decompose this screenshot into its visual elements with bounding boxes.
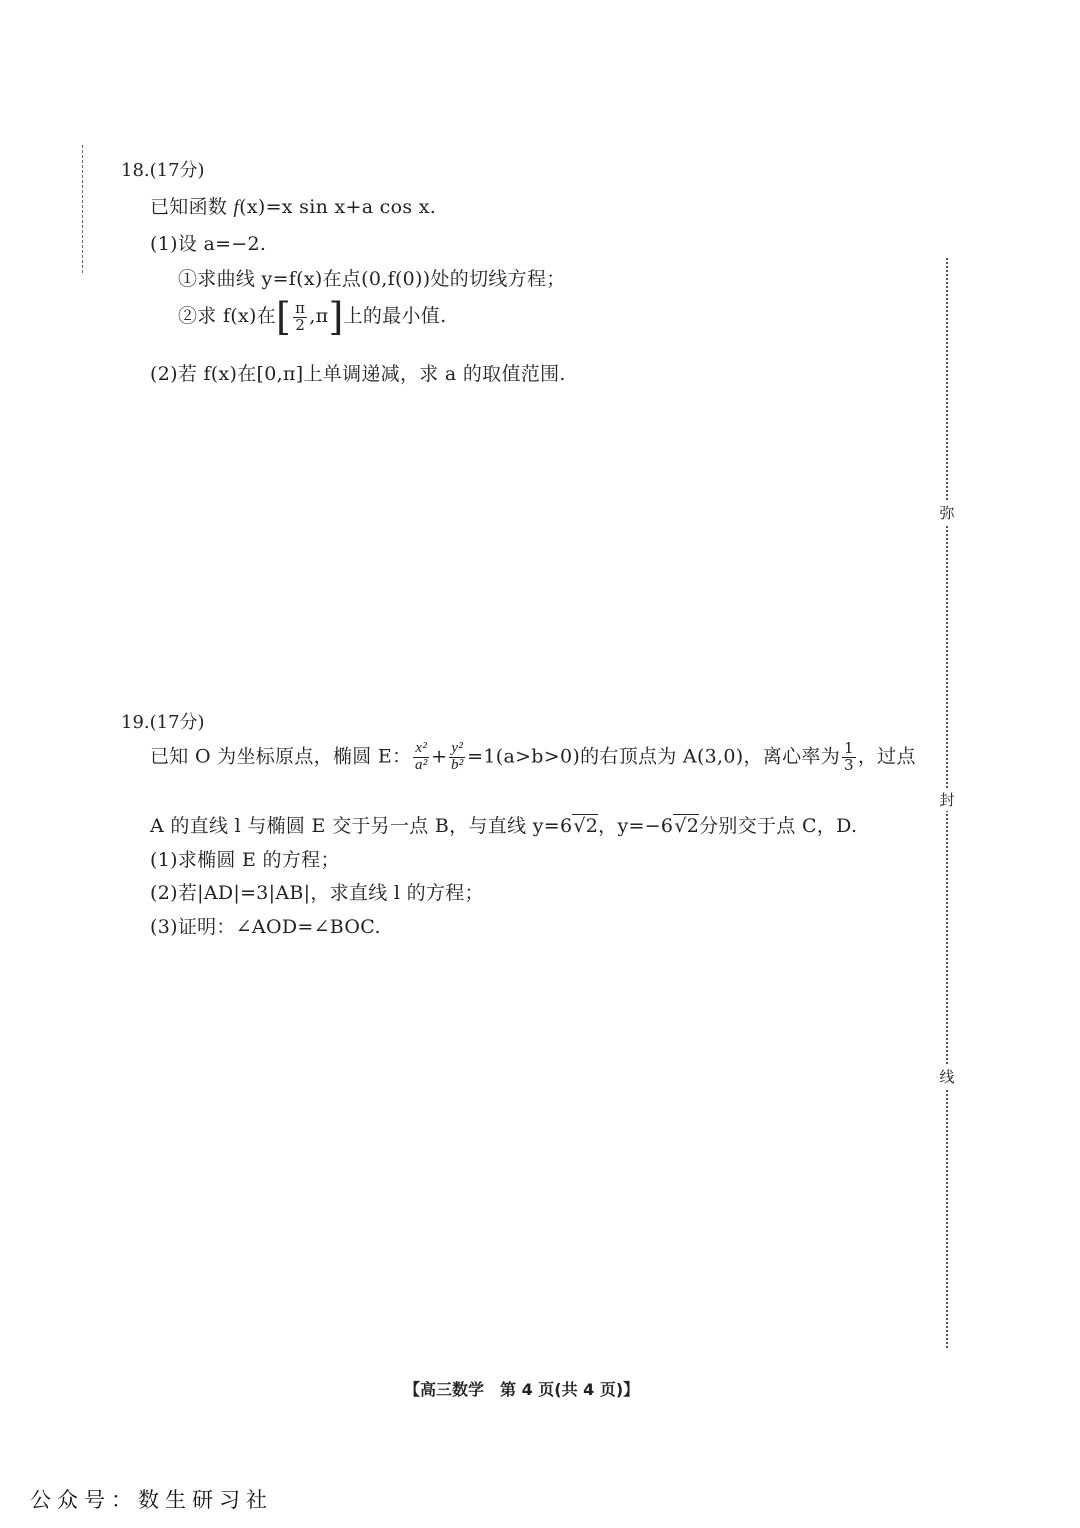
watermark-text: 公众号：数生研习社 bbox=[30, 1488, 273, 1512]
q18-part1-i: ①求曲线 y=f(x)在点(0,f(0))处的切线方程； bbox=[178, 268, 566, 290]
fraction-denominator: a² bbox=[414, 756, 428, 773]
q19-part1: (1)求椭圆 E 的方程； bbox=[150, 849, 340, 871]
fraction-one-third bbox=[842, 741, 856, 774]
q18-stem-eq: (x)=x sin x+a cos x. bbox=[239, 196, 437, 218]
q19-line2-pre: A 的直线 l 与椭圆 E 交于另一点 B，与直线 y=6 bbox=[150, 815, 573, 837]
fraction-denominator: b² bbox=[450, 756, 464, 773]
q19-line1-mid: =1(a>b>0)的右顶点为 A(3,0)，离心率为 bbox=[467, 745, 840, 768]
left-bracket: [ bbox=[276, 295, 292, 339]
fraction-numerator: 1 bbox=[844, 739, 854, 757]
seal-char-feng: 封 bbox=[936, 789, 958, 811]
q19-line2-mid: ，y=−6 bbox=[598, 815, 674, 837]
fraction-numerator: x² bbox=[415, 740, 428, 756]
q18-part1-ii-pre: ②求 f(x)在 bbox=[178, 305, 277, 327]
q18-stem bbox=[150, 192, 436, 219]
fraction-numerator: π bbox=[295, 298, 306, 317]
q19-line1 bbox=[150, 741, 916, 774]
sqrt-two-first: √2 bbox=[573, 815, 599, 837]
sqrt-two-second: √2 bbox=[674, 815, 700, 837]
plus-sign: + bbox=[431, 745, 448, 768]
fraction-x2-over-a2 bbox=[413, 741, 429, 774]
q19-part3: (3)证明：∠AOD=∠BOC. bbox=[150, 916, 381, 938]
seal-char-xian: 线 bbox=[936, 1066, 958, 1088]
q19-line2-post: 分别交于点 C，D. bbox=[699, 815, 858, 837]
q18-heading: 18.(17分) bbox=[121, 160, 205, 181]
fraction-pi-over-2 bbox=[293, 298, 307, 334]
q18-part1: (1)设 a=−2. bbox=[150, 233, 267, 255]
page-footer: 【高三数学 第 4 页(共 4 页)】 bbox=[404, 1380, 640, 1399]
fraction-numerator: y² bbox=[451, 740, 464, 756]
q18-part1-ii-mid: ,π bbox=[309, 305, 329, 327]
q18-part2: (2)若 f(x)在[0,π]上单调递减，求 a 的取值范围. bbox=[150, 363, 566, 385]
seal-char-mi: 弥 bbox=[936, 502, 958, 524]
q18-part1-ii bbox=[178, 295, 447, 339]
q19-part2: (2)若|AD|=3|AB|，求直线 l 的方程； bbox=[150, 882, 484, 904]
q19-line1-post: ，过点 bbox=[857, 745, 916, 768]
fraction-denominator: 2 bbox=[295, 315, 306, 334]
q19-line1-pre: 已知 O 为坐标原点，椭圆 E： bbox=[150, 745, 412, 768]
fraction-y2-over-b2 bbox=[449, 741, 465, 774]
q19-line2 bbox=[150, 811, 857, 838]
fraction-denominator: 3 bbox=[844, 755, 854, 774]
right-bracket: ] bbox=[328, 295, 344, 339]
q19-heading: 19.(17分) bbox=[121, 712, 205, 733]
left-dashed-margin-line bbox=[82, 145, 83, 273]
q18-part1-ii-post: 上的最小值. bbox=[343, 305, 447, 327]
q18-stem-f: f bbox=[233, 197, 240, 218]
q18-stem-pre: 已知函数 bbox=[150, 196, 234, 218]
